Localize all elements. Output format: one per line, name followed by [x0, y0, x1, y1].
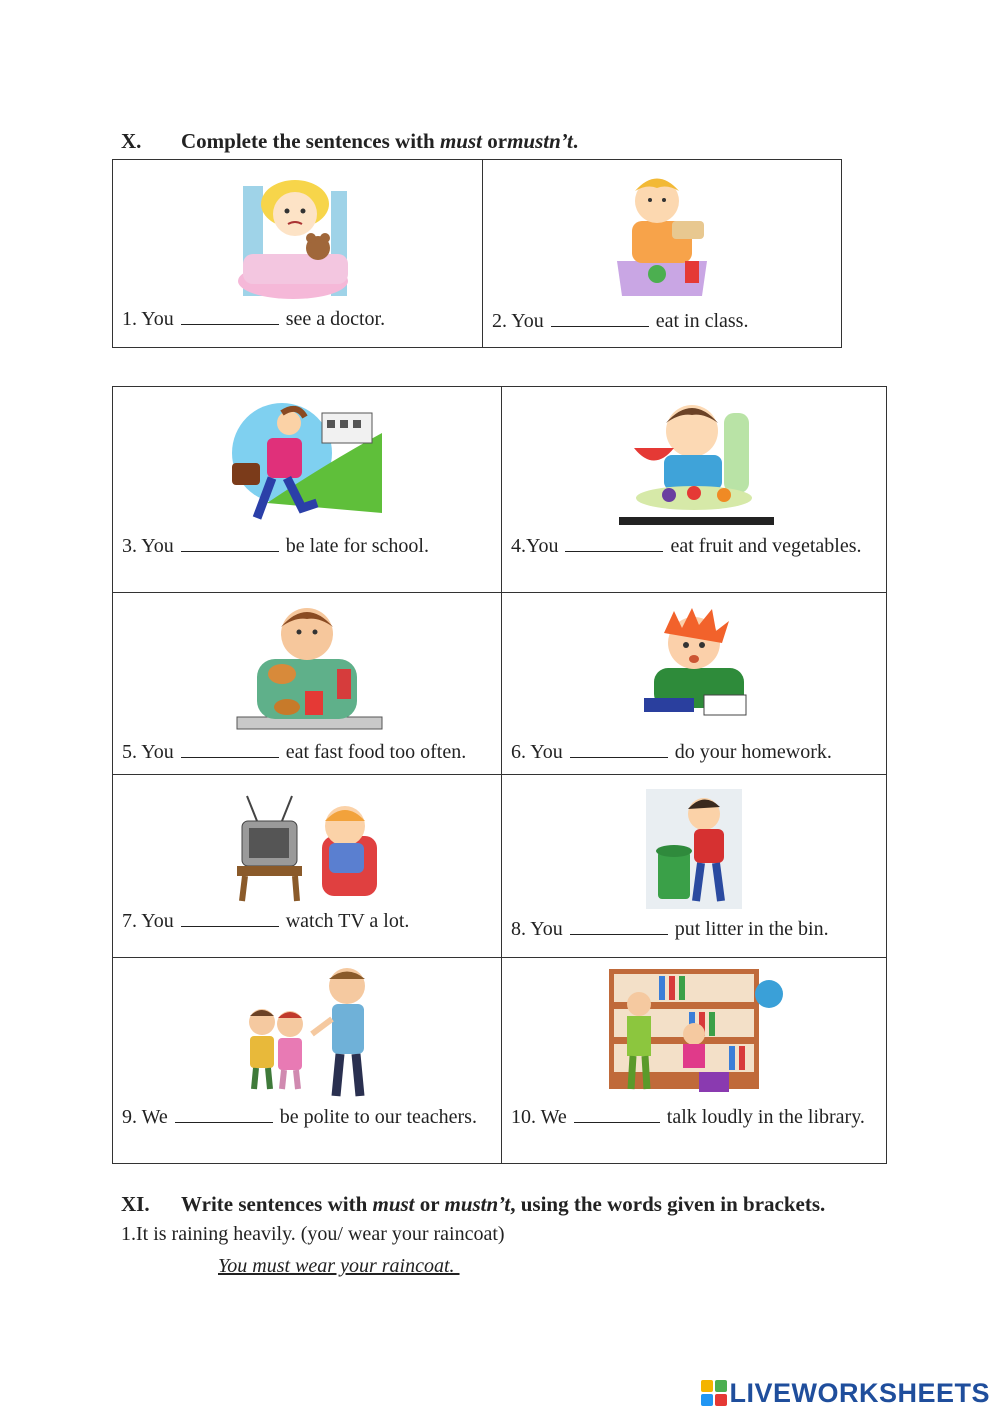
keyword-mustnt: mustn’t — [507, 129, 573, 153]
answer-blank[interactable] — [181, 739, 279, 758]
exercise-cell-8 — [502, 775, 887, 958]
section-x-heading — [121, 129, 578, 154]
answer-blank[interactable] — [565, 533, 663, 552]
sentence-8 — [511, 916, 877, 942]
answer-blank[interactable] — [570, 916, 668, 935]
answer-blank[interactable] — [570, 739, 668, 758]
answer-blank[interactable] — [181, 908, 279, 927]
answer-blank[interactable] — [181, 533, 279, 552]
liveworksheets-logo — [701, 1378, 990, 1408]
sentence-10 — [511, 1104, 877, 1130]
exercise-table-main — [112, 386, 887, 1164]
exercise-cell-5 — [113, 593, 502, 775]
girl-running-to-school-illustration — [227, 393, 387, 528]
sentence-prefix: 8. You — [511, 918, 563, 940]
heading-text: . — [572, 129, 579, 153]
exercise-cell-3 — [113, 387, 502, 593]
sentence-prefix: 4.You — [511, 535, 559, 557]
sentence-suffix: eat in class. — [655, 310, 749, 332]
sentence-suffix: eat fruit and vegetables. — [670, 535, 862, 557]
sentence-suffix: put litter in the bin. — [674, 918, 829, 940]
sentence-suffix: see a doctor. — [285, 308, 386, 330]
children-greeting-teacher-illustration — [232, 964, 382, 1099]
sentence-prefix: 2. You — [492, 310, 544, 332]
answer-blank[interactable] — [551, 308, 649, 327]
sentence-prefix: 5. You — [122, 741, 174, 763]
exercise-cell-4 — [502, 387, 887, 593]
exercise-cell-1 — [113, 160, 483, 348]
exercise-cell-2 — [483, 160, 842, 348]
logo-text: LIVEWORKSHEETS — [729, 1377, 990, 1408]
sentence-prefix: 7. You — [122, 910, 174, 932]
exercise-cell-6 — [502, 593, 887, 775]
boy-putting-litter-in-bin-illustration — [646, 789, 742, 909]
sentence-suffix: do your homework. — [674, 741, 832, 763]
sentence-prefix: 9. We — [122, 1106, 168, 1128]
keyword-must: must — [372, 1192, 415, 1216]
sentence-6 — [511, 739, 877, 765]
keyword-mustnt: mustn’t — [444, 1192, 511, 1216]
sentence-suffix: be polite to our teachers. — [279, 1106, 477, 1128]
sentence-suffix: talk loudly in the library. — [666, 1106, 865, 1128]
children-in-library-illustration — [599, 964, 789, 1099]
example-answer: You must wear your raincoat. — [218, 1255, 460, 1277]
exercise-cell-9 — [113, 958, 502, 1164]
sentence-1 — [122, 306, 473, 332]
sentence-prefix: 1. You — [122, 308, 174, 330]
sentence-prefix: 6. You — [511, 741, 563, 763]
exercise-table-top — [112, 159, 842, 348]
sentence-prefix: 10. We — [511, 1106, 567, 1128]
sentence-prefix: 3. You — [122, 535, 174, 557]
answer-blank[interactable] — [175, 1104, 273, 1123]
logo-mark-icon — [701, 1380, 727, 1406]
sentence-3 — [122, 533, 492, 559]
heading-text: , using the words given in brackets. — [510, 1192, 826, 1216]
man-eating-fast-food-illustration — [227, 599, 387, 734]
section-number: X. — [121, 129, 142, 153]
boy-doing-homework-illustration — [634, 603, 754, 728]
boy-eating-illustration — [607, 166, 717, 301]
child-watching-tv-illustration — [227, 781, 387, 906]
heading-text: or — [481, 129, 508, 153]
heading-text: Write sentences with — [181, 1192, 373, 1216]
exercise-cell-10 — [502, 958, 887, 1164]
example-question: 1.It is raining heavily. (you/ wear your raincoat) — [121, 1223, 505, 1245]
sick-girl-illustration — [233, 166, 363, 301]
answer-blank[interactable] — [574, 1104, 660, 1123]
exercise-cell-7 — [113, 775, 502, 958]
section-number: XI. — [121, 1192, 150, 1216]
boy-eating-watermelon-illustration — [614, 393, 774, 528]
sentence-suffix: watch TV a lot. — [285, 910, 410, 932]
sentence-4 — [511, 533, 877, 559]
keyword-must: must — [439, 129, 482, 153]
heading-text: or — [414, 1192, 445, 1216]
sentence-2 — [492, 308, 832, 334]
answer-blank[interactable] — [181, 306, 279, 325]
sentence-suffix: eat fast food too often. — [285, 741, 467, 763]
sentence-7 — [122, 908, 492, 934]
sentence-5 — [122, 739, 492, 765]
heading-text: Complete the sentences with — [181, 129, 440, 153]
sentence-9 — [122, 1104, 492, 1130]
sentence-suffix: be late for school. — [285, 535, 429, 557]
section-xi-heading — [121, 1192, 825, 1217]
